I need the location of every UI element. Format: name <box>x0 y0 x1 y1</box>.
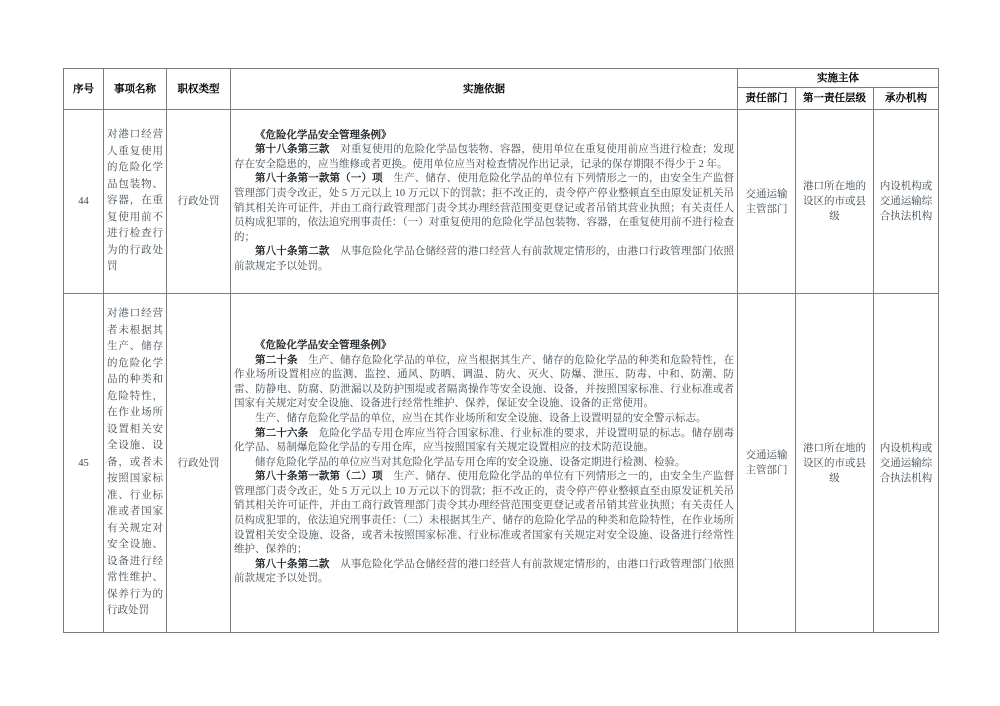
header-undertaking-agency: 承办机构 <box>874 88 939 110</box>
header-implementing-subject: 实施主体 <box>738 69 939 88</box>
clause-label: 第十八条第三款 <box>255 144 330 156</box>
clause-text: 对重复使用的危险化学品包装物、容器，使用单位在重复使用前应当进行检查；发现存在安全隐患的，应当维修或者更换。使用单位应当对检查情况作出记录，记录的保存期限不得少于 2 年。 <box>234 144 735 170</box>
clause-text: 危险化学品专用仓库应当符合国家标准、行业标准的要求，并设置明显的标志。储存剧毒化学品、易制爆危险化学品的专用仓库，应当按照国家有关规定设置相应的技术防范设施。 <box>234 427 735 454</box>
basis-paragraph <box>234 470 734 558</box>
cell-seq: 45 <box>64 294 104 633</box>
basis-regulation-title: 《危险化学品安全管理条例》 <box>255 129 392 141</box>
cell-responsibility-level: 港口所在地的设区的市或县级 <box>796 294 874 633</box>
clause-text: 生产、储存、使用危险化学品的单位有下列情形之一的，由安全生产监督管理部门责令改正，处 5 万元以上 10 万元以下的罚款；拒不改正的，责令停产停业整顿直至由原发证机关吊销其相关许可证件，并由工商行政管理部门责令其办理经营范围变更登记或者吊销其营业执照；有关责任人员构成犯罪的，依法追究刑事责任：（二）未根据其生产、储存的危险化学品的种类和危险特性，在作业场所设置相关安全设施、设备，或者未按照国家标准、行业标准或者国家有关规定对安全设施、设备进行经常性维护、保养的； <box>234 471 735 556</box>
header-basis: 实施依据 <box>231 69 738 110</box>
power-list-table <box>63 68 939 633</box>
cell-basis <box>231 110 738 294</box>
clause-text: 从事危险化学品仓储经营的港口经营人有前款规定情形的，由港口行政管理部门依照前款规定予以处罚。 <box>234 558 735 585</box>
header-authority-type: 职权类型 <box>167 69 231 110</box>
basis-paragraph <box>234 143 734 172</box>
basis-paragraph <box>234 412 734 427</box>
clause-text: 从事危险化学品仓储经营的港口经营人有前款规定情形的，由港口行政管理部门依照前款规定予以处罚。 <box>234 246 735 272</box>
cell-responsibility-level: 港口所在地的设区的市或县级 <box>796 110 874 294</box>
clause-label: 第八十条第一款第（一）项 <box>255 173 383 185</box>
basis-paragraph <box>234 354 734 412</box>
cell-item-name: 对港口经营人重复使用的危险化学品包装物、容器，在重复使用前不进行检查行为的行政处罚 <box>104 110 167 294</box>
basis-paragraph <box>234 558 734 587</box>
cell-undertaking-agency: 内设机构或交通运输综合执法机构 <box>874 294 939 633</box>
cell-item-name: 对港口经营者未根据其生产、储存的危险化学品的种类和危险特性，在作业场所设置相关安全设施、设备，或者未按照国家标准、行业标准或者国家有关规定对安全设施、设备进行经常性维护、保养行为的行政处罚 <box>104 294 167 633</box>
clause-label: 第二十六条 <box>255 427 309 439</box>
clause-label: 第八十条第二款 <box>255 558 330 570</box>
header-first-responsibility-level: 第一责任层级 <box>796 88 874 110</box>
cell-basis <box>231 294 738 633</box>
clause-text: 生产、储存危险化学品的单位，应当在其作业场所和安全设施、设备上设置明显的安全警示标志。 <box>255 412 707 424</box>
table-row-45 <box>64 294 939 633</box>
clause-text: 储存危险化学品的单位应当对其危险化学品专用仓库的安全设施、设备定期进行检测、检验。 <box>255 456 686 468</box>
cell-responsible-dept: 交通运输主管部门 <box>738 294 796 633</box>
cell-authority-type: 行政处罚 <box>167 110 231 294</box>
cell-seq: 44 <box>64 110 104 294</box>
basis-paragraph <box>234 456 734 471</box>
clause-text: 生产、储存危险化学品的单位，应当根据其生产、储存的危险化学品的种类和危险特性，在作业场所设置相应的监测、监控、通风、防晒、调温、防火、灭火、防爆、泄压、防毒、中和、防潮、防雷、防静电、防腐、防泄漏以及防护围堤或者隔离操作等安全设施、设备，并按照国家标准、行业标准或者国家有关规定对安全设施、设备进行经常性维护、保养，保证安全设施、设备的正常使用。 <box>234 354 735 410</box>
cell-authority-type: 行政处罚 <box>167 294 231 633</box>
basis-paragraph <box>234 245 734 274</box>
header-responsible-dept: 责任部门 <box>738 88 796 110</box>
basis-regulation-title: 《危险化学品安全管理条例》 <box>255 339 392 351</box>
cell-responsible-dept: 交通运输主管部门 <box>738 110 796 294</box>
clause-label: 第八十条第一款第（二）项 <box>255 471 383 483</box>
header-seq: 序号 <box>64 69 104 110</box>
basis-paragraph <box>234 172 734 245</box>
table-row-44 <box>64 110 939 294</box>
cell-undertaking-agency: 内设机构或交通运输综合执法机构 <box>874 110 939 294</box>
clause-label: 第二十条 <box>255 354 298 366</box>
header-item-name: 事项名称 <box>104 69 167 110</box>
clause-text: 生产、储存、使用危险化学品的单位有下列情形之一的，由安全生产监督管理部门责令改正，处 5 万元以上 10 万元以下的罚款；拒不改正的，责令停产停业整顿直至由原发证机关吊销其相关许可证件，并由工商行政管理部门责令其办理经营范围变更登记或者吊销其营业执照；有关责任人员构成犯罪的，依法追究刑事责任：（一）对重复使用的危险化学品包装物、容器，在重复使用前不进行检查的； <box>234 173 735 243</box>
clause-label: 第八十条第二款 <box>255 246 330 258</box>
basis-paragraph <box>234 427 734 456</box>
header-row-1 <box>64 69 939 88</box>
